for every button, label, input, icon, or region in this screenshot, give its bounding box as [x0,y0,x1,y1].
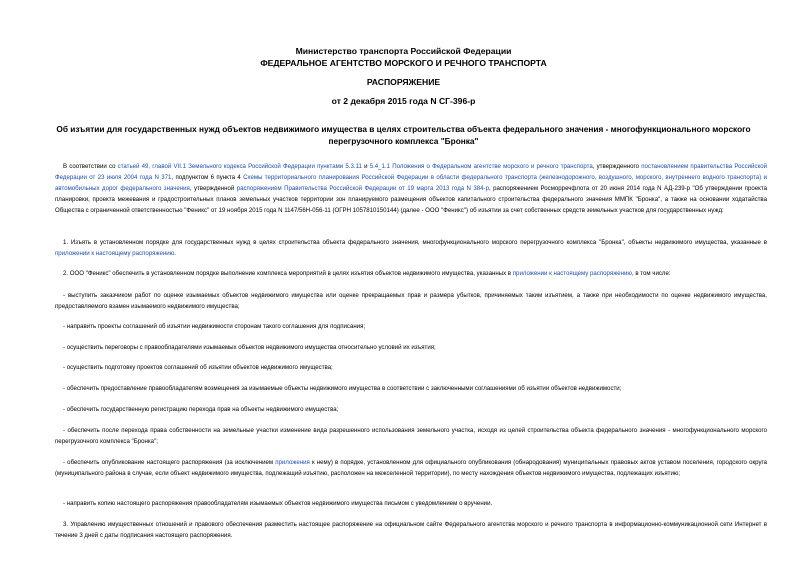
item-1-text: . [174,250,176,257]
item-1-paragraph [55,237,767,259]
subitem-send-drafts: - направить проекты соглашений об изъятии недвижимости сторонам такого соглашения для подписания; [63,323,366,330]
item-2-text: 2. ООО "Феникс" обеспечить в установленном порядке выполнение комплекса мероприятий в целях изъятия объектов недвижимого имущества, указанных в [63,270,513,277]
item-1-text: 1. Изъять в установленном порядке для государственных нужд в целях строительства объекта федерального значения, многофункционального морского перегрузочного комплекса "Бронка", объекты недвижимого имущества, указанные в [63,239,767,246]
item-2-text: , в том числе: [631,270,671,277]
subitem-publication [55,457,767,479]
document-date-number: от 2 декабря 2015 года N СГ-396-р [331,96,476,106]
item-3-paragraph: 3. Управлению имущественных отношений и правового обеспечения разместить настоящее распоряжение на официальном сайте Федерального агентства морского и речного транспорта в информационно-коммуникационной сети Интернет в течение 3 дней с даты подписания настоящего распоряжения. [55,521,767,539]
subitem-compensation: - обеспечить предоставление правообладателям возмещения за изымаемые объекты недвижимого имущества в соответствии с заключенными соглашениями об изъятии объектов недвижимости; [63,385,622,392]
subitem-send-copy: - направить копию настоящего распоряжения правообладателям изымаемых объектов недвижимого имущества письмом с уведомлением о вручении. [63,500,493,507]
ministry-name: Министерство транспорта Российской Федерации [295,46,512,56]
preamble-text: и [361,163,370,170]
preamble-text: , распоряжением Росморречфлота от 20 июня 2014 года N АД-239-р "Об утверждении проекта планировки, проекта межевания и градостроительных планов земельных участков территории зон планируемого размещения объектов капитального строительства федерального значения ММПК "Бронка", а также на основании ходатайства Общества с ограниченной ответственностью "Феникс" от 19 ноября 2015 года N 1147/56Н-056-11 (ОГРН 1057810150144) (далее - ООО "Феникс") об изъятии за счет собственных средств земельных участков для государственных нужд: [55,185,767,214]
appendix-link[interactable]: приложения [275,459,310,466]
item-2-paragraph [55,268,767,279]
document-title: Об изъятии для государственных нужд объектов недвижимого имущества в целях строительства объекта федерального значения - многофункционального морского перегрузочного комплекса "Бронка" [56,124,751,146]
government-order-384-link[interactable]: распоряжением Правительства Российской Федерации от 19 марта 2013 года N 384-р [236,185,489,192]
preamble-text: , утвержденной [189,185,237,192]
preamble-text: , утвержденного [592,163,642,170]
appendix-link[interactable]: приложении к настоящему распоряжению [512,270,632,277]
subitem-publication-text: - обеспечить опубликование настоящего распоряжения (за исключением [63,459,276,466]
subitem-land-use-change: - обеспечить после перехода права собственности на земельные участки изменение вида разрешенного использования земельного участка, исходя из целей строительства объекта федерального значения - многофункционального морского перегрузочного комплекса "Бронка"; [55,427,767,445]
document-type: РАСПОРЯЖЕНИЕ [366,77,441,87]
appendix-link[interactable]: приложении к настоящему распоряжению [55,250,175,257]
government-decree-371-link[interactable]: постановлением правительства Российской Федерации от 23 июля 2004 года N 371 [55,163,768,181]
subitem-negotiations: - осуществить переговоры с правообладателями изымаемых объектов недвижимого имущества относительно условий их изъятия; [63,344,436,351]
territorial-planning-scheme-link[interactable]: Схемы территориального планирования Российской Федерации в области федерального транспорта (железнодорожного, воздушного, морского, внутреннего водного транспорта) и автомобильных дорог федерального значения [55,174,767,192]
subitem-valuation: - выступить заказчиком работ по оценке изымаемых объектов недвижимого имущества или оценке прекращаемых прав и размера убытков, причиняемых таким изъятием, а также при необходимости по оценке недвижимого имущества, предоставляемого взамен изымаемого недвижимого имущества; [55,292,767,310]
land-code-link[interactable]: статьей 49, главой VII.1 Земельного кодекса Российской Федерации [117,163,315,170]
preamble-text: , подпунктом 6 пункта 4 [171,174,244,181]
preamble-paragraph [55,161,767,216]
agency-name: ФЕДЕРАЛЬНОЕ АГЕНТСТВО МОРСКОГО И РЕЧНОГО ТРАНСПОРТА [260,58,547,68]
agency-regulation-link[interactable]: 5.4_1.1 Положения о Федеральном агентстве морского и речного транспорта [369,163,593,170]
subitem-registration: - обеспечить государственную регистрацию перехода прав на объекты недвижимого имущества; [63,406,339,413]
clause-5-3-11-link[interactable]: пунктами 5.3.11 [317,163,362,170]
preamble-text: В соответствии со [63,163,118,170]
subitem-publication-text: к нему) в порядке, установленном для официального опубликования (обнародования) муниципальных правовых актов уставом поселения, городского округа (муниципального района в случае, если объект недвижимого имущества, подлежащий изъятию, расположен на межселенной территории), по месту нахождения объектов недвижимого имущества, подлежащих изъятию; [55,459,767,477]
subitem-prepare-agreements: - осуществить подготовку проектов соглашений об изъятии объектов недвижимого имущества; [63,364,333,371]
